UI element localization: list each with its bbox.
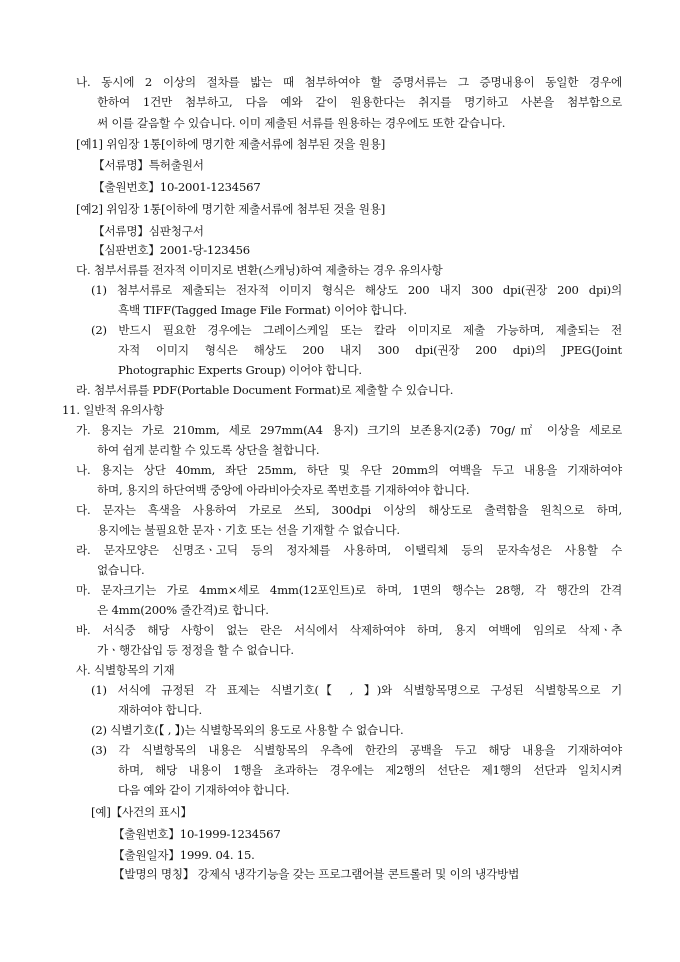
text-line: 가ㆍ행간삽입 등 정정을 할 수 없습니다. bbox=[97, 643, 294, 657]
text-line: 다. 첨부서류를 전자적 이미지로 변환(스캐닝)하여 제출하는 경우 유의사항 bbox=[76, 263, 443, 277]
section-heading: 11. 일반적 유의사항 bbox=[62, 403, 164, 417]
text-line: 라. 문자모양은 신명조ㆍ고딕 등의 정자체를 사용하며, 이탤릭체 등의 문자속성은 사용할 수 bbox=[76, 543, 622, 557]
text-line: 은 4mm(200% 줄간격)로 합니다. bbox=[97, 603, 269, 617]
text-line: 재하여야 합니다. bbox=[118, 703, 202, 717]
text-line: 써 이를 갈음할 수 있습니다. 이미 제출된 서류를 원용하는 경우에도 또한 같습니다. bbox=[97, 116, 506, 130]
text-line: 나. 동시에 2 이상의 절차를 밟는 때 첨부하여야 할 증명서류는 그 증명내용이 동일한 경우에 bbox=[76, 75, 622, 89]
identifier-line: 【서류명】심판청구서 bbox=[93, 224, 204, 238]
text-line: (1) 첨부서류로 제출되는 전자적 이미지 형식은 해상도 200 내지 300 dpi(권장 200 dpi)의 bbox=[91, 283, 622, 297]
text-line: 자적 이미지 형식은 해상도 200 내지 300 dpi(권장 200 dpi)의 JPEG(Joint bbox=[118, 343, 622, 357]
text-line: 바. 서식중 해당 사항이 없는 란은 서식에서 삭제하여야 하며, 용지 여백에 임의로 삭제ㆍ추 bbox=[76, 623, 622, 637]
text-line: 가. 용지는 가로 210mm, 세로 297mm(A4 용지) 크기의 보존용지(2종) 70g/㎡ 이상을 세로로 bbox=[76, 423, 622, 437]
example-heading: [예]【사건의 표시】 bbox=[91, 805, 192, 819]
text-line: 하며, 용지의 하단여백 중앙에 아라비아숫자로 쪽번호를 기재하여야 합니다. bbox=[97, 483, 470, 497]
text-line: (2) 식별기호(【 , 】)는 식별항목외의 용도로 사용할 수 없습니다. bbox=[91, 723, 404, 737]
text-line: (2) 반드시 필요한 경우에는 그레이스케일 또는 칼라 이미지로 제출 가능하며, 제출되는 전 bbox=[91, 323, 622, 337]
text-line: (3) 각 식별항목의 내용은 식별항목의 우측에 한칸의 공백을 두고 해당 내용을 기재하여야 bbox=[91, 743, 622, 757]
text-line: 다음 예와 같이 기재하여야 합니다. bbox=[118, 783, 290, 797]
text-line: 사. 식별항목의 기재 bbox=[76, 663, 175, 677]
text-line: [예1] 위임장 1통[이하에 명기한 제출서류에 첨부된 것을 원용] bbox=[76, 137, 386, 151]
text-line: 나. 용지는 상단 40mm, 좌단 25mm, 하단 및 우단 20mm의 여백을 두고 내용을 기재하여야 bbox=[76, 463, 622, 477]
identifier-line: 【발명의 명칭】 강제식 냉각기능을 갖는 프로그램어블 콘트롤러 및 이의 냉각방법 bbox=[113, 867, 520, 881]
text-line: [예2] 위임장 1통[이하에 명기한 제출서류에 첨부된 것을 원용] bbox=[76, 202, 386, 216]
text-line: 흑백 TIFF(Tagged Image File Format) 이어야 합니다. bbox=[118, 303, 407, 317]
identifier-line: 【출원일자】1999. 04. 15. bbox=[113, 848, 255, 862]
text-line: Photographic Experts Group) 이어야 합니다. bbox=[118, 363, 362, 377]
identifier-line: 【서류명】특허출원서 bbox=[93, 158, 204, 172]
text-line: 하여 쉽게 분리할 수 있도록 상단을 철합니다. bbox=[97, 443, 320, 457]
identifier-line: 【출원번호】10-1999-1234567 bbox=[113, 827, 281, 841]
text-line: 다. 문자는 흑색을 사용하여 가로로 쓰되, 300dpi 이상의 해상도로 출력함을 원칙으로 하며, bbox=[76, 503, 622, 517]
text-line: 하며, 해당 내용이 1행을 초과하는 경우에는 제2행의 선단은 제1행의 선단과 일치시켜 bbox=[118, 763, 622, 777]
text-line: (1) 서식에 규정된 각 표제는 식별기호(【 , 】)와 식별항목명으로 구성된 식별항목으로 기 bbox=[91, 683, 622, 697]
text-line: 용지에는 불필요한 문자ㆍ기호 또는 선을 기재할 수 없습니다. bbox=[97, 523, 400, 537]
text-line: 한하여 1건만 첨부하고, 다음 예와 같이 원용한다는 취지를 명기하고 사본을 첨부함으로 bbox=[97, 95, 622, 109]
text-line: 마. 문자크기는 가로 4mm×세로 4mm(12포인트)로 하며, 1면의 행수는 28행, 각 행간의 간격 bbox=[76, 583, 622, 597]
identifier-line: 【출원번호】10-2001-1234567 bbox=[93, 180, 261, 194]
text-line: 라. 첨부서류를 PDF(Portable Document Format)로 제출할 수 있습니다. bbox=[76, 383, 454, 397]
identifier-line: 【심판번호】2001-당-123456 bbox=[93, 243, 250, 257]
text-line: 없습니다. bbox=[97, 563, 145, 577]
